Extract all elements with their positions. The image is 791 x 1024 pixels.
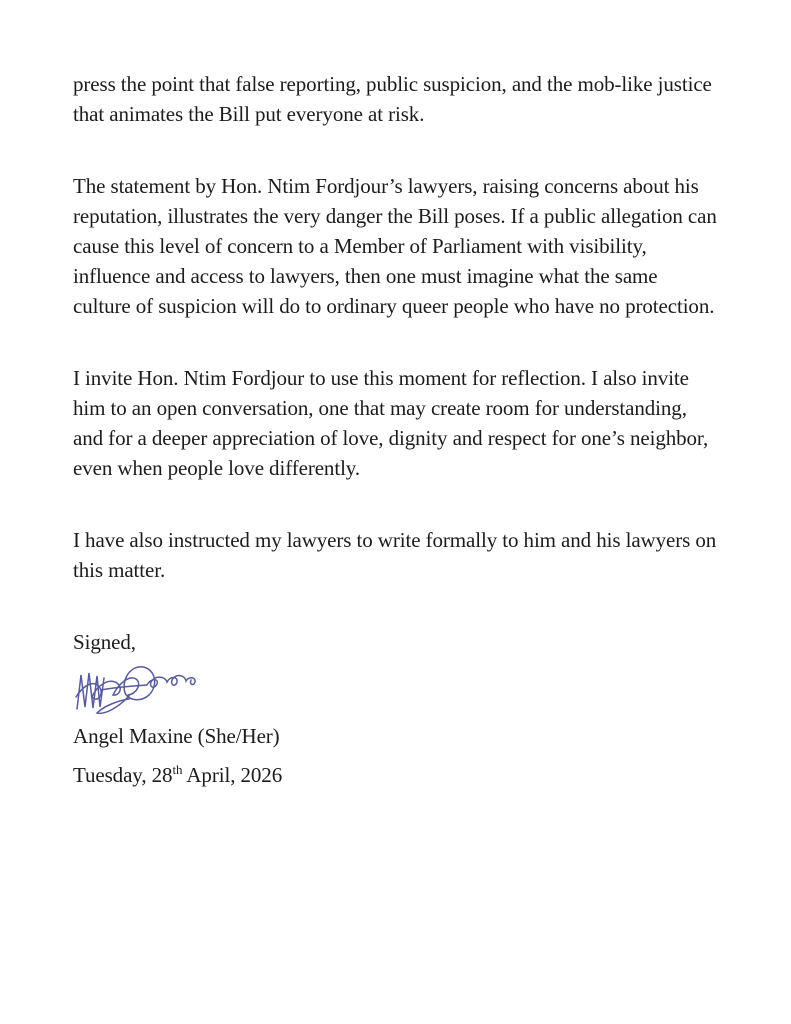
paragraph-4: I have also instructed my lawyers to write formally to him and his lawyers on this matter. <box>73 528 717 582</box>
date-day: Tuesday, 28 <box>73 763 173 787</box>
letter-date <box>73 760 719 790</box>
date-ordinal: th <box>172 762 183 777</box>
signed-label: Signed, <box>73 630 136 654</box>
date-rest: April, 2026 <box>182 763 283 787</box>
signatory-name: Angel Maxine (She/Her) <box>73 724 280 748</box>
signature-ink-icon <box>73 663 205 717</box>
paragraph-2: The statement by Hon. Ntim Fordjour’s lawyers, raising concerns about his reputation, illustrates the very danger the Bill poses. If a public allegation can cause this level of concern to a Member of Parliament with visibility, influence and access to lawyers, then one must imagine what the same culture of suspicion will do to ordinary queer people who have no protection. <box>73 174 717 318</box>
handwritten-signature <box>73 663 719 717</box>
letter-body <box>73 69 719 790</box>
paragraph-1: press the point that false reporting, public suspicion, and the mob-like justice that animates the Bill put everyone at risk. <box>73 72 712 126</box>
paragraph-3: I invite Hon. Ntim Fordjour to use this moment for reflection. I also invite him to an open conversation, one that may create room for understanding, and for a deeper appreciation of love, dignity and respect for one’s neighbor, even when people love differently. <box>73 366 709 480</box>
